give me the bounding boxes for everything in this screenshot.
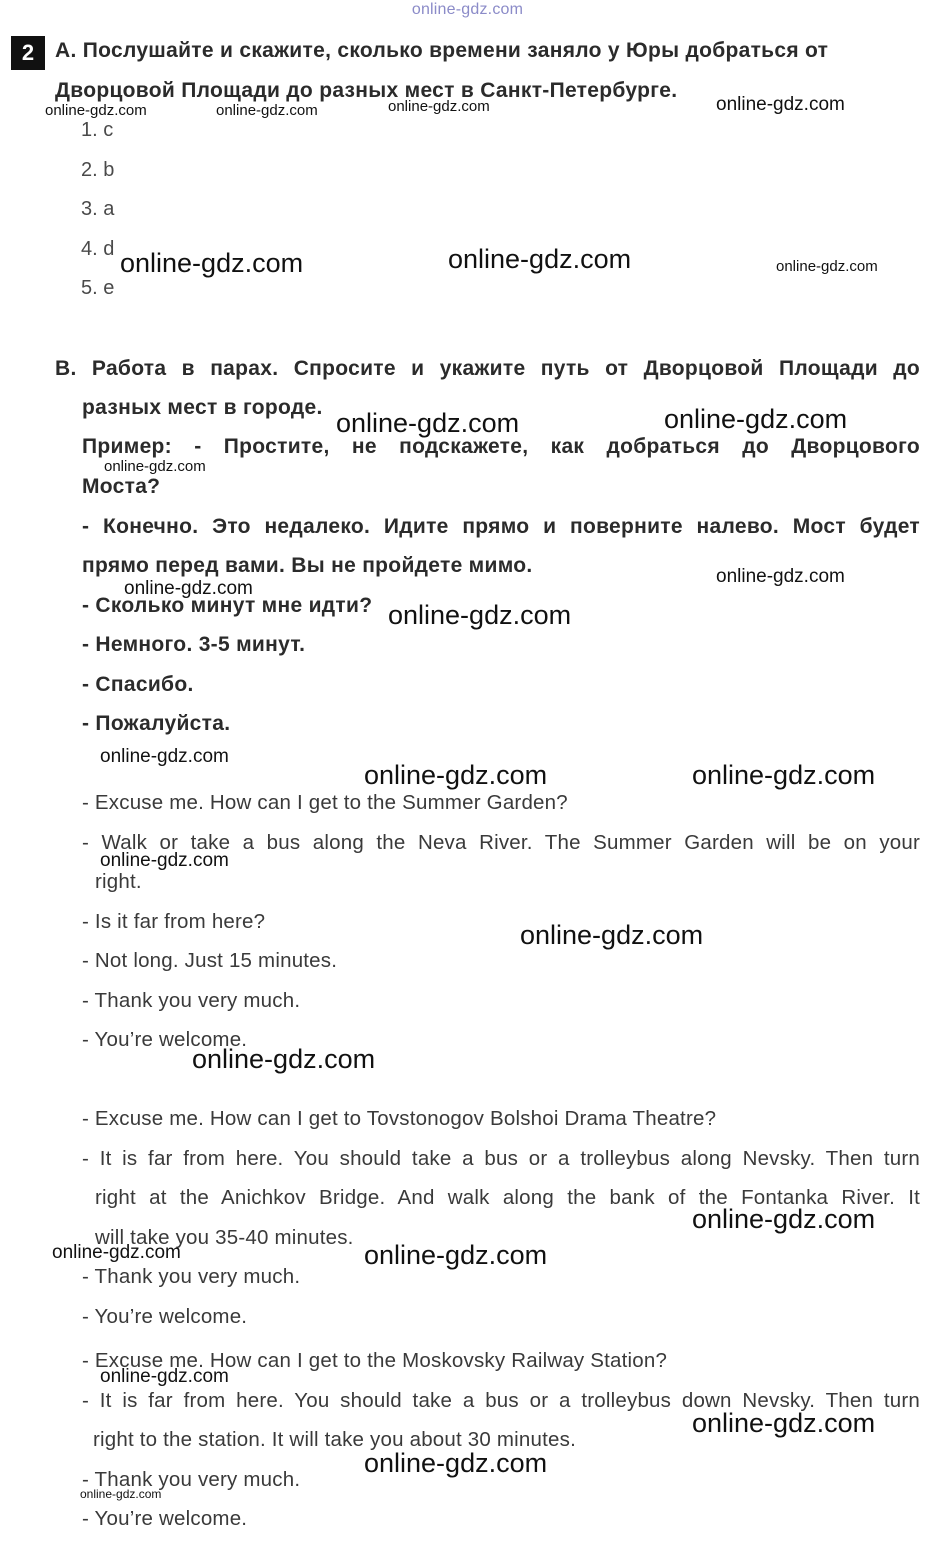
welcome-ru: - Пожалуйста. — [82, 712, 231, 735]
watermark-text: online-gdz.com — [692, 760, 876, 790]
dialogue1-thanks: - Thank you very much. — [82, 989, 301, 1012]
watermark-text: online-gdz.com — [192, 1044, 376, 1074]
thanks-ru: - Спасибо. — [82, 673, 194, 696]
example-line2: Моста? — [82, 475, 161, 498]
dialogue2-answer-line3: will take you 35-40 minutes. — [95, 1226, 354, 1249]
watermark-text: online-gdz.com — [776, 258, 878, 275]
part-a-heading-text: А. Послушайте и скажите, сколько времени заняло у Юры добраться от — [55, 39, 829, 62]
dialogue2-answer-line1 — [82, 1147, 920, 1171]
part-a-heading-line2: Дворцовой Площади до разных мест в Санкт-Петербурге. — [55, 79, 678, 102]
watermark-text: online-gdz.com — [364, 1448, 548, 1478]
dialogue1-long: - Not long. Just 15 minutes. — [82, 949, 338, 972]
watermark-text: online-gdz.com — [388, 98, 490, 115]
watermark-text: online-gdz.com — [520, 920, 704, 950]
dialogue2-welcome: - You’re welcome. — [82, 1305, 248, 1328]
answer-item-3: 3. a — [81, 198, 115, 220]
site-watermark-top: online-gdz.com — [411, 1, 524, 18]
reply-line2: прямо перед вами. Вы не пройдете мимо. — [82, 554, 533, 577]
watermark-text: online-gdz.com — [104, 458, 206, 475]
watermark-text: online-gdz.com — [364, 760, 548, 790]
watermark-text: online-gdz.com — [448, 244, 632, 274]
dialogue2-answer-text2: right at the Anichkov Bridge. And walk along the bank of the Fontanka River. It — [95, 1186, 920, 1209]
dialogue3-answer-text1: - It is far from here. You should take a bus or a trolleybus down Nevsky. Then turn — [82, 1389, 920, 1412]
part-a-heading-line1 — [55, 39, 920, 63]
watermark-text: online-gdz.com — [716, 566, 845, 587]
dialogue3-welcome: - You’re welcome. — [82, 1507, 248, 1530]
dialogue2-thanks: - Thank you very much. — [82, 1265, 301, 1288]
answer-item-2: 2. b — [81, 159, 115, 181]
watermark-text: online-gdz.com — [120, 248, 304, 278]
example-text: Пример: - Простите, не подскажете, как добраться до Дворцового — [82, 435, 920, 458]
answer-item-4: 4. d — [81, 238, 115, 260]
watermark-text: online-gdz.com — [100, 746, 229, 767]
watermark-text: online-gdz.com — [716, 94, 845, 115]
part-b-heading-line2: разных мест в городе. — [82, 396, 323, 419]
dialogue2-answer-text1: - It is far from here. You should take a bus or a trolleybus along Nevsky. Then turn — [82, 1147, 920, 1170]
watermark-text: online-gdz.com — [692, 1204, 876, 1234]
watermark-text: online-gdz.com — [100, 1366, 229, 1387]
watermark-text: online-gdz.com — [336, 408, 520, 438]
watermark-text: online-gdz.com — [216, 102, 318, 119]
watermark-text: online-gdz.com — [80, 1487, 162, 1501]
dialogue2-question: - Excuse me. How can I get to Tovstonogov Bolshoi Drama Theatre? — [82, 1107, 717, 1130]
answer-item-5: 5. e — [81, 277, 115, 299]
dialogue1-welcome: - You’re welcome. — [82, 1028, 248, 1051]
watermark-text: online-gdz.com — [692, 1408, 876, 1438]
part-b-heading-line1 — [55, 357, 920, 381]
watermark-text: online-gdz.com — [100, 850, 229, 871]
watermark-text: online-gdz.com — [364, 1240, 548, 1270]
dialogue1-answer-text: - Walk or take a bus along the Neva River. The Summer Garden will be on your — [82, 831, 920, 854]
watermark-text: online-gdz.com — [124, 578, 253, 599]
reply-text: - Конечно. Это недалеко. Идите прямо и поверните налево. Мост будет — [82, 515, 920, 538]
watermark-text: online-gdz.com — [52, 1242, 181, 1263]
watermark-text: online-gdz.com — [45, 102, 147, 119]
watermark-text: online-gdz.com — [388, 600, 572, 630]
watermark-text: online-gdz.com — [664, 404, 848, 434]
dialogue3-thanks: - Thank you very much. — [82, 1468, 301, 1491]
part-b-heading-text: B. Работа в парах. Спросите и укажите путь от Дворцовой Площади до — [55, 357, 920, 380]
answer-minutes: - Немного. 3-5 минут. — [82, 633, 306, 656]
exercise-number-badge: 2 — [11, 36, 45, 70]
dialogue1-far: - Is it far from here? — [82, 910, 266, 933]
dialogue1-answer-line2: right. — [95, 870, 142, 893]
dialogue3-answer-line2: right to the station. It will take you about 30 minutes. — [93, 1428, 576, 1451]
question-minutes: - Сколько минут мне идти? — [82, 594, 373, 617]
dialogue3-question: - Excuse me. How can I get to the Moskovsky Railway Station? — [82, 1349, 668, 1372]
dialogue1-question: - Excuse me. How can I get to the Summer Garden? — [82, 791, 568, 814]
answer-item-1: 1. c — [81, 119, 114, 141]
reply-line1 — [82, 515, 920, 539]
